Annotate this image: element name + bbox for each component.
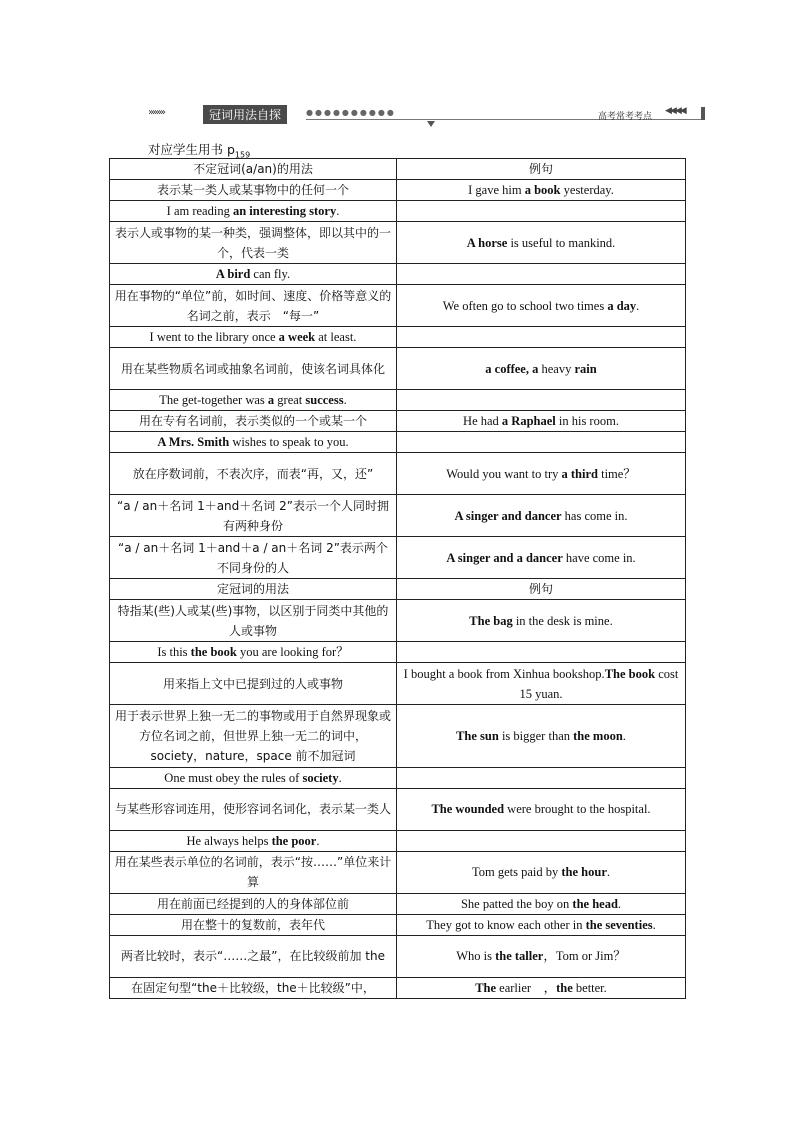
usage-cell: 用在某些物质名词或抽象名词前，使该名词具体化 [110, 348, 397, 390]
example-cell [397, 537, 686, 579]
triangle-icon [427, 121, 435, 127]
text-run: They got to know each other in [426, 917, 586, 932]
usage-cell: 在固定句型“the＋比较级，the＋比较级”中， [110, 977, 397, 998]
usage-example-cell [110, 642, 397, 663]
example-cell [397, 830, 686, 851]
example-cell [397, 222, 686, 264]
text-run: Tom gets paid by [471, 865, 562, 879]
bold-phrase: the book [190, 645, 237, 659]
bold-phrase: a [267, 393, 275, 407]
text-run: I went to the library once [149, 330, 279, 344]
table-row [110, 600, 686, 642]
usage-example-cell [110, 830, 397, 851]
example-cell [397, 327, 686, 348]
bold-phrase: A Mrs. Smith [157, 435, 230, 449]
usage-cell: 表示人或事物的某一种类，强调整体，即以其中的一个，代表一类 [110, 222, 397, 264]
text-run: . [652, 917, 656, 932]
table-row [110, 222, 686, 264]
text-run: is bigger than [498, 728, 574, 743]
table-row [110, 285, 686, 327]
usage-cell: 特指某(些)人或某(些)事物，以区别于同类中其他的人或事物 [110, 600, 397, 642]
bold-phrase: a day [607, 298, 637, 313]
text-run: yesterday. [560, 183, 614, 197]
usage-header: 定冠词的用法 [110, 579, 397, 600]
usage-cell: 用在专有名词前，表示类似的一个或某一个 [110, 411, 397, 432]
exam-label: 高考常考考点 [598, 112, 653, 122]
bold-phrase: The [475, 980, 497, 995]
bold-phrase: A bird [215, 267, 251, 281]
table-row [110, 663, 686, 705]
text-run: . [606, 865, 611, 879]
section-header-row [110, 159, 686, 180]
usage-cell: “a / an＋名词 1＋and＋a / an＋名词 2”表示两个不同身份的人 [110, 537, 397, 579]
example-cell [397, 411, 686, 432]
text-run: wishes to speak to you. [229, 435, 349, 449]
bold-phrase: The sun [456, 728, 499, 743]
example-cell [397, 390, 686, 411]
table-row [110, 495, 686, 537]
bold-phrase: success [305, 393, 344, 407]
text-run: . [336, 204, 340, 218]
text-run: at least. [315, 330, 357, 344]
article-usage-table [109, 158, 686, 999]
table-row [110, 705, 686, 768]
usage-cell: 用于表示世界上独一无二的事物或用于自然界现象或方位名词之前，但世界上独一无二的词中，society，nature，space 前不加冠词 [110, 705, 397, 768]
example-cell [397, 705, 686, 768]
example-cell [397, 935, 686, 977]
text-run: were brought to the hospital. [504, 802, 651, 816]
text-run: in his room. [555, 414, 619, 428]
table-row [110, 180, 686, 201]
usage-example-cell [110, 432, 397, 453]
text-run: I gave him [468, 183, 525, 197]
table-row [110, 390, 686, 411]
table-row [110, 537, 686, 579]
table-row [110, 453, 686, 495]
bold-phrase: a week [278, 330, 316, 344]
usage-cell: 用在前面已经提到的人的身体部位前 [110, 893, 397, 914]
text-run: . [617, 896, 622, 911]
usage-cell: 用在整十的复数前，表年代 [110, 914, 397, 935]
reference-line [148, 140, 250, 160]
bold-phrase: rain [574, 361, 597, 376]
usage-cell: 用在事物的“单位”前，如时间、速度、价格等意义的名词之前，表示 “每一” [110, 285, 397, 327]
text-run: Who is [456, 949, 496, 963]
example-cell [397, 893, 686, 914]
table-row [110, 788, 686, 830]
table-body [110, 159, 686, 999]
bold-phrase: a book [524, 183, 561, 197]
table-row [110, 767, 686, 788]
example-cell [397, 977, 686, 998]
text-run: cost 15 yuan. [519, 666, 679, 701]
bold-phrase: the poor [271, 833, 317, 848]
dots-decoration: ●●●●●●●●●● [306, 108, 396, 117]
table-row [110, 201, 686, 222]
text-run: One must obey the rules of [164, 770, 303, 785]
bold-phrase: A singer and a dancer [446, 550, 563, 565]
text-run: We often go to school two times [442, 298, 608, 313]
table-row [110, 432, 686, 453]
bold-phrase: the [556, 980, 573, 995]
bold-phrase: the head [572, 896, 618, 911]
example-cell [397, 851, 686, 893]
table-row [110, 830, 686, 851]
text-run: you are looking for？ [236, 645, 349, 659]
section-header [148, 104, 708, 126]
table-row [110, 327, 686, 348]
text-run: He had [463, 414, 502, 428]
table-row [110, 977, 686, 998]
bold-phrase: a Raphael [501, 414, 556, 428]
usage-cell: 表示某一类人或某事物中的任何一个 [110, 180, 397, 201]
text-run: I am reading [166, 204, 233, 218]
text-run: ，Tom or Jim？ [543, 949, 626, 963]
text-run: Is this [157, 645, 191, 659]
section-title: 冠词用法自探 [203, 105, 287, 124]
text-run: I bought a book from Xinhua bookshop. [403, 666, 605, 681]
bold-phrase: The wounded [431, 802, 505, 816]
bar-decoration [701, 107, 705, 120]
bold-phrase: the taller [495, 949, 544, 963]
example-header: 例句 [397, 579, 686, 600]
text-run: . [622, 728, 626, 743]
reference-page: 159 [234, 150, 251, 160]
example-cell [397, 348, 686, 390]
example-cell [397, 432, 686, 453]
usage-cell: 放在序数词前，不表次序，而表“再，又，还” [110, 453, 397, 495]
usage-example-cell [110, 327, 397, 348]
usage-cell: 用在某些表示单位的名词前，表示“按……”单位来计算 [110, 851, 397, 893]
left-arrows-icon: ◀◀◀◀ [665, 106, 685, 116]
example-cell [397, 453, 686, 495]
text-run: earlier ， [496, 980, 557, 995]
usage-example-cell [110, 264, 397, 285]
text-run: great [274, 393, 306, 407]
text-run: heavy [538, 361, 575, 376]
text-run: She patted the boy on [460, 896, 573, 911]
bold-phrase: the seventies [585, 917, 653, 932]
table-row [110, 935, 686, 977]
usage-header: 不定冠词(a/an)的用法 [110, 159, 397, 180]
table-row [110, 893, 686, 914]
usage-cell: “a / an＋名词 1＋and＋名词 2”表示一个人同时拥有两种身份 [110, 495, 397, 537]
example-cell [397, 914, 686, 935]
example-cell [397, 642, 686, 663]
table-row [110, 642, 686, 663]
table-row [110, 914, 686, 935]
usage-example-cell [110, 201, 397, 222]
example-cell [397, 285, 686, 327]
text-run: has come in. [561, 508, 628, 523]
example-cell [397, 201, 686, 222]
text-run: . [636, 298, 640, 313]
bold-phrase: A horse [466, 235, 508, 250]
text-run: better. [572, 980, 607, 995]
text-run: . [316, 833, 320, 848]
bold-phrase: an interesting story [232, 204, 337, 218]
usage-cell: 与某些形容词连用，使形容词名词化，表示某一类人 [110, 788, 397, 830]
example-header: 例句 [397, 159, 686, 180]
bold-phrase: A singer and dancer [454, 508, 562, 523]
bold-phrase: a third [561, 466, 598, 481]
bold-phrase: a coffee, a [485, 361, 539, 376]
example-cell [397, 788, 686, 830]
table-row [110, 348, 686, 390]
text-run: have come in. [562, 550, 636, 565]
text-run: time？ [597, 466, 636, 481]
section-header-row [110, 579, 686, 600]
text-run: in the desk is mine. [512, 613, 613, 628]
arrows-decoration: ›››››››› [148, 107, 164, 118]
bold-phrase: society [302, 770, 339, 785]
usage-example-cell [110, 390, 397, 411]
example-cell [397, 495, 686, 537]
bold-phrase: the moon [573, 728, 623, 743]
text-run: is useful to mankind. [507, 235, 616, 250]
table-row [110, 264, 686, 285]
reference-prefix: 对应学生用书 p [148, 142, 235, 157]
table-row [110, 411, 686, 432]
bold-phrase: The book [604, 666, 656, 681]
usage-example-cell [110, 767, 397, 788]
usage-cell: 两者比较时，表示“……之最”，在比较级前加 the [110, 935, 397, 977]
text-run: Would you want to try [446, 466, 562, 481]
text-run: . [343, 393, 347, 407]
example-cell [397, 600, 686, 642]
example-cell [397, 264, 686, 285]
bold-phrase: The bag [469, 613, 513, 628]
text-run: . [338, 770, 342, 785]
example-cell [397, 663, 686, 705]
example-cell [397, 180, 686, 201]
text-run: He always helps [186, 833, 272, 848]
text-run: The get-together was [159, 393, 268, 407]
example-cell [397, 767, 686, 788]
text-run: can fly. [250, 267, 291, 281]
usage-cell: 用来指上文中已提到过的人或事物 [110, 663, 397, 705]
table-row [110, 851, 686, 893]
bold-phrase: the hour [561, 865, 607, 879]
